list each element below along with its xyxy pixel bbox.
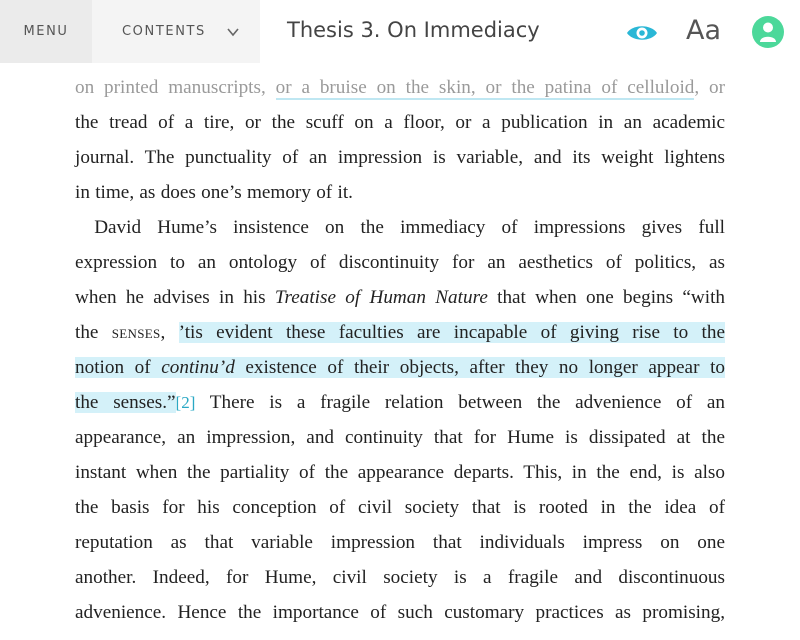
menu-button[interactable] (0, 0, 92, 63)
contents-button[interactable] (92, 0, 260, 63)
user-icon (751, 36, 785, 53)
text-fragment: , or (694, 77, 726, 98)
text-line: appearance, an impression, and continuity that for Hume is dissipated at the (75, 427, 725, 448)
contents-label: CONTENTS (122, 24, 206, 39)
paragraph (75, 70, 725, 210)
text-line: the tread of a tire, or the scuff on a floor, or a publication in an academic (75, 112, 725, 133)
text-fragment: that when one begins “with (487, 287, 725, 308)
menu-label: MENU (23, 24, 69, 39)
text-fragment: notion of (75, 357, 162, 378)
text-line: in time, as does one’s memory of it. (75, 182, 353, 203)
text-line: instant when the partiality of the appearance departs. This, in the end, is also (75, 462, 725, 483)
text-fragment: continu’d (161, 357, 235, 378)
chapter-title: Thesis 3. On Immediacy (287, 18, 540, 42)
text-line (75, 280, 725, 315)
reading-text (75, 70, 725, 630)
footnote-link[interactable]: [2] (175, 393, 196, 412)
text-fragment: David Hume’s insistence on the immediacy of impressions gives full (94, 217, 725, 238)
text-fragment: on printed manuscripts, (75, 77, 276, 98)
annotated-text[interactable]: or a bruise on the skin, or the patina of celluloid (275, 77, 695, 98)
text-fragment: There is a fragile relation between the advenience of an (195, 392, 725, 413)
user-account-button[interactable] (751, 15, 785, 49)
font-settings-button[interactable]: Aa (686, 15, 722, 46)
text-fragment: , (160, 322, 179, 343)
text-line: advenience. Hence the importance of such customary practices as promising, (75, 602, 725, 623)
highlighted-text[interactable]: the senses.” (75, 392, 176, 413)
text-line: another. Indeed, for Hume, civil society is a fragile and discontinuous (75, 567, 725, 588)
text-line (75, 315, 725, 350)
text-line: reputation as that variable impression that individuals impress on one (75, 532, 725, 553)
text-fragment: senses (111, 322, 161, 343)
highlighted-text[interactable] (75, 357, 725, 378)
text-line (75, 385, 725, 420)
text-line: the basis for his conception of civil society that is rooted in the idea of (75, 497, 725, 518)
book-title: Treatise of Human Nature (274, 287, 488, 308)
chevron-down-icon (226, 25, 240, 39)
text-line: journal. The punctuality of an impression is variable, and its weight lightens (75, 147, 725, 168)
top-bar (0, 0, 800, 63)
text-fragment: existence of their objects, after they no longer appear to (234, 357, 725, 378)
text-line: expression to an ontology of discontinuity for an aesthetics of politics, as (75, 252, 725, 273)
highlighted-text[interactable]: ’tis evident these faculties are incapable of giving rise to the (178, 322, 725, 343)
text-line (75, 350, 725, 385)
text-fragment: when he advises in his (75, 287, 275, 308)
view-toggle-button[interactable] (625, 22, 659, 44)
text-line (75, 70, 725, 105)
text-fragment: the (75, 322, 112, 343)
text-line (75, 210, 725, 245)
eye-icon (625, 31, 659, 48)
paragraph (75, 210, 725, 630)
